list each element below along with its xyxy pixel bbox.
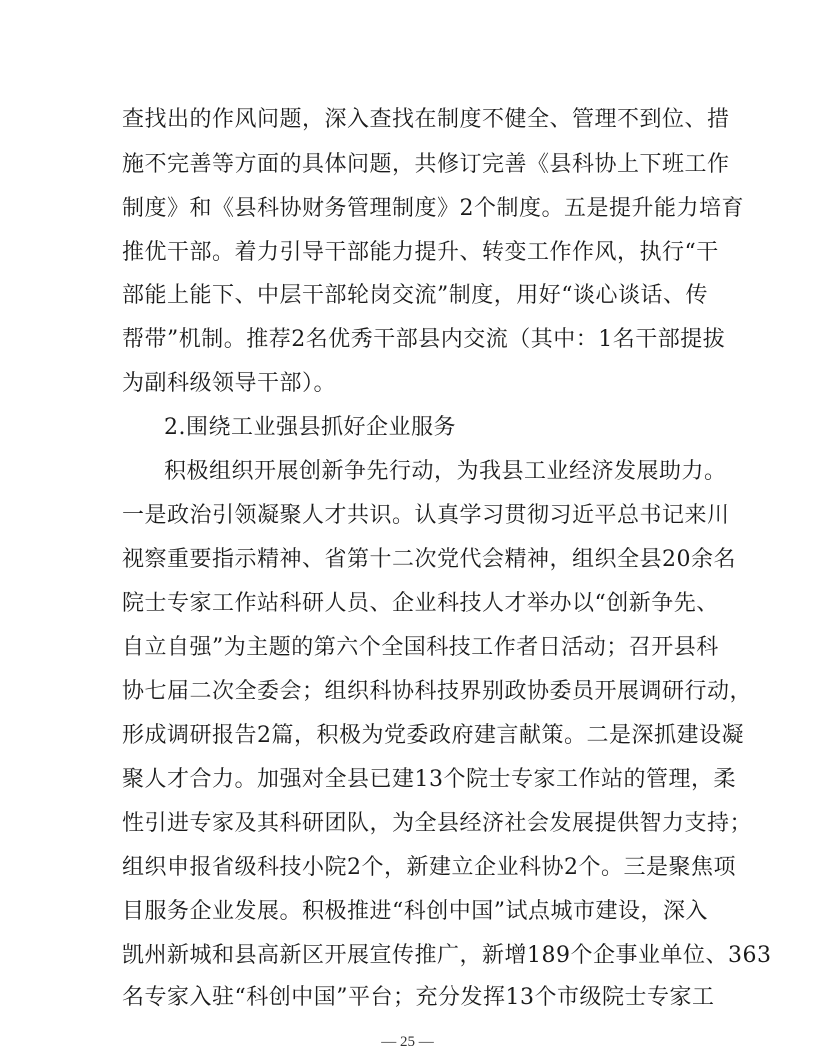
- text-line-1: 查找出的作风问题，深入查找在制度不健全、管理不到位、措: [122, 107, 730, 132]
- text-line-13: 自立自强”为主题的第六个全国科技工作者日活动；召开县科: [122, 635, 719, 660]
- text-line-10: 一是政治引领凝聚人才共识。认真学习贯彻习近平总书记来川: [122, 503, 730, 528]
- text-line-11: 视察重要指示精神、省第十二次党代会精神，组织全县20余名: [122, 547, 736, 572]
- text-line-14: 协七届二次全委会；组织科协科技界别政协委员开展调研行动，: [122, 679, 753, 704]
- section-heading: 2.围绕工业强县抓好企业服务: [164, 415, 456, 440]
- text-line-3: 制度》和《县科协财务管理制度》2个制度。五是提升能力培育: [122, 196, 744, 221]
- text-line-17: 性引进专家及其科研团队，为全县经济社会发展提供智力支持；: [122, 811, 753, 836]
- text-line-16: 聚人才合力。加强对全县已建13个院士专家工作站的管理，柔: [122, 767, 736, 792]
- page-number: — 25 —: [381, 1034, 434, 1050]
- text-line-5: 部能上能下、中层干部轮岗交流”制度，用好“谈心谈话、传: [122, 283, 708, 308]
- text-line-20: 凯州新城和县高新区开展宣传推广，新增189个企事业单位、363: [122, 943, 772, 968]
- text-line-19: 目服务企业发展。积极推进“科创中国”试点城市建设，深入: [122, 899, 708, 924]
- text-line-15: 形成调研报告2篇，积极为党委政府建言献策。二是深抓建设凝: [122, 723, 744, 748]
- text-line-6: 帮带”机制。推荐2名优秀干部县内交流（其中：1名干部提拔: [122, 327, 726, 352]
- text-line-18: 组织申报省级科技小院2个，新建立企业科协2个。三是聚焦项: [122, 855, 736, 880]
- text-line-7: 为副科级领导干部）。: [122, 371, 337, 396]
- text-line-2: 施不完善等方面的具体问题，共修订完善《县科协上下班工作: [122, 152, 730, 177]
- text-line-4: 推优干部。着力引导干部能力提升、转变工作作风，执行“干: [122, 240, 719, 265]
- paragraph-start-line: 积极组织开展创新争先行动，为我县工业经济发展助力。: [164, 459, 727, 484]
- text-line-21: 名专家入驻“科创中国”平台；充分发挥13个市级院士专家工: [122, 985, 715, 1010]
- text-line-12: 院士专家工作站科研人员、企业科技人才举办以“创新争先、: [122, 591, 719, 616]
